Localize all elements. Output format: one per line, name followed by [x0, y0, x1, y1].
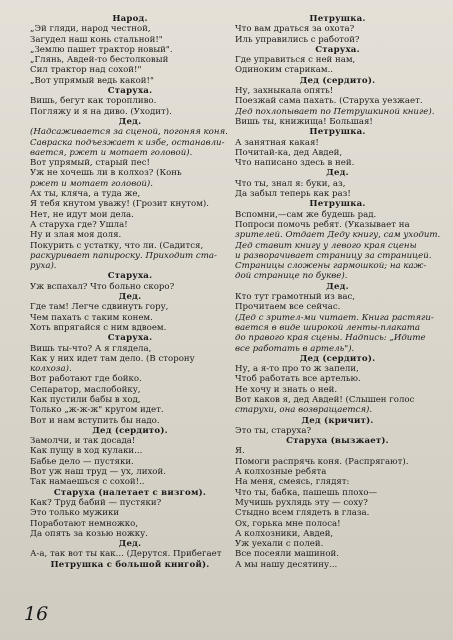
text-line: Да забыл теперь как раз! [235, 189, 351, 200]
text-line: Прочитаем все сейчас. [235, 302, 341, 313]
text-line: Я. [235, 446, 245, 457]
text-line: Что вам драться за охота? [235, 24, 355, 35]
text-line: Как пустили бабы в ход, [30, 394, 141, 405]
speaker-heading: Дед (сердито). [299, 353, 376, 364]
text-line: Где управиться с ней нам, [235, 55, 356, 66]
text-line: Поработают немножко, [30, 518, 139, 529]
speaker-heading: Дед. [118, 292, 142, 303]
text-line: Замолчи, и так досада! [30, 436, 136, 447]
text-line: Чем пахать с таким конем. [30, 312, 153, 323]
stage-direction-line: до правого края сцены. Надпись: „Идите [235, 333, 426, 344]
stage-direction-line: дой странице по букве). [235, 271, 348, 282]
text-line: „Вот упрямый ведь какой!" [30, 75, 154, 86]
speaker-heading: Старуха. [107, 271, 153, 282]
text-line: Сепаратор, маслобойку, [30, 384, 141, 395]
speaker-heading: Народ. [112, 14, 148, 24]
text-line: Мучишь рухлядь эту — соху? [235, 497, 368, 508]
left-text-column [30, 14, 230, 570]
text-line: Ну, захныкала опять! [235, 86, 334, 97]
speaker-heading: Дед. [326, 168, 349, 179]
text-line: Уж не хочешь ли в колхоз? (Конь [30, 168, 182, 179]
text-line: Вишь ты, книжища! Большая! [235, 116, 373, 127]
text-line: Почитай-ка, дед Авдей, [235, 147, 343, 158]
stage-direction-line: вается, ржет и мотает головой). [30, 147, 193, 158]
text-line: Чтоб работать все артелью. [235, 374, 361, 385]
text-line: А мы нашу десятину... [235, 559, 338, 570]
stage-direction-line: колхоза). [30, 364, 72, 375]
speaker-heading: Дед. [118, 116, 142, 127]
text-line: Иль управились с работой? [235, 34, 360, 45]
text-line: Кто тут грамотный из вас, [235, 292, 356, 303]
text-line: Вот работают где бойко. [30, 374, 142, 385]
text-line: Где там! Легче сдвинуть гору, [30, 302, 169, 313]
text-line: Да опять за козью ножку. [30, 528, 148, 539]
page-number: 16 [24, 603, 49, 625]
text-line: Это только мужики [30, 508, 120, 519]
text-line: Это ты, старуха? [235, 425, 312, 436]
stage-direction-line: все работать в артель"). [235, 343, 355, 354]
text-line: Как у них идет там дело. (В сторону [30, 353, 195, 364]
text-line: Бабье дело — пустяки. [30, 456, 134, 467]
text-line: Ах ты, кляча, а туда же, [30, 189, 141, 200]
text-line: Загудел наш конь стальной!" [30, 34, 163, 45]
stage-direction-line: старухи, она возвращается). [235, 405, 373, 416]
text-line: Что ты, бабка, пашешь плохо— [235, 487, 378, 498]
speaker-heading: Петрушка. [309, 14, 366, 24]
speaker-heading: Петрушка. [309, 127, 366, 138]
speaker-heading: Старуха. [315, 44, 360, 55]
text-line: Одиноким старикам.. [235, 65, 334, 76]
text-line: А старуха где? Ушла! [30, 219, 128, 230]
text-line: Стыдно всем глядеть в глаза. [235, 508, 370, 519]
speaker-heading: Старуха (вызжает). [286, 436, 389, 447]
text-line: Погляжу и я на диво. (Уходит). [30, 106, 172, 117]
text-line: Вот каков я, дед Авдей! (Слышен голос [235, 394, 415, 405]
text-line: Как пущу в ход кулаки... [30, 446, 143, 457]
text-line: Вот и нам вступить бы надо. [30, 415, 160, 426]
text-line: Как? Труд бабий — пустяки? [30, 497, 162, 508]
text-line: Вот упрямый, старый пес! [30, 158, 150, 169]
stage-direction-line: Страницы сложены гармошкой; на каж- [235, 261, 427, 272]
text-line: Поезжай сама пахать. (Старуха уезжает. [235, 96, 423, 107]
stage-direction-line: руха). [30, 261, 57, 272]
text-line: Что написано здесь в ней. [235, 158, 355, 169]
stage-direction-line: зрителей. Отдает Деду книгу, сам уходит. [235, 230, 440, 241]
right-text-column [235, 14, 440, 570]
text-line: Все посеяли машиной. [235, 549, 339, 560]
text-line: На меня, смеясь, глядят: [235, 477, 350, 488]
text-line: Уж вспахал? Что больно скоро? [30, 281, 175, 292]
text-line: „Эй гляди, народ честной, [30, 24, 151, 35]
text-line: Вспомни,—сам же будешь рад. [235, 209, 377, 220]
text-line: А-а, так вот ты как... (Дерутся. Прибегает [30, 549, 222, 560]
text-line: Ох, горька мне полоса! [235, 518, 341, 529]
speaker-heading: Дед (сердито). [92, 425, 168, 436]
text-line: Вишь, бегут как торопливо. [30, 96, 157, 107]
stage-direction-line: (Надсаживается за сценой, погоняя коня. [30, 127, 228, 138]
text-line: А колхозные ребята [235, 467, 327, 478]
stage-direction-line: (Дед с зрител-ми читает. Книга растяги- [235, 312, 434, 323]
text-line: Вот уж наш труд — ух, лихой. [30, 467, 166, 478]
stage-direction-line: Дед похлопывает по Петрушкиной книге). [235, 106, 435, 117]
text-line: Сил трактор над сохой!" [30, 65, 142, 76]
text-line: Хоть впрягайся с ним вдвоем. [30, 322, 167, 333]
speaker-heading: Дед. [326, 281, 349, 292]
text-line: Так намаешься с сохой!.. [30, 477, 145, 488]
text-line: Вишь ты-что? А я глядела, [30, 343, 152, 354]
stage-direction-line: раскуривает папироску. Приходит ста- [30, 250, 217, 261]
text-line: „Глянь, Авдей-то бестолковый [30, 55, 169, 66]
speaker-heading: Петрушка. [309, 199, 366, 210]
text-line: А колхозники, Авдей, [235, 528, 334, 539]
text-line: Ну, а я-то про то ж запели, [235, 364, 359, 375]
speaker-heading: Дед (сердито). [299, 75, 376, 86]
speaker-heading: Старуха (налетает с визгом). [53, 487, 207, 498]
text-line: Что ты, знал я: буки, аз, [235, 178, 346, 189]
speaker-heading: Старуха. [107, 86, 153, 97]
text-line: Попроси помочь ребят. (Указывает на [235, 219, 410, 230]
text-line: Не хочу и знать о ней. [235, 384, 338, 395]
speaker-heading: Старуха. [107, 333, 153, 344]
stage-direction-line: Дед ставит книгу у левого края сцены [235, 240, 417, 251]
text-line: Покурить с устатку, что ли. (Садится, [30, 240, 204, 251]
stage-direction-line: Савраска подъезжает к избе, останавли- [30, 137, 225, 148]
text-line: Уж уехали с полей. [235, 539, 324, 550]
speaker-heading: Дед. [118, 539, 142, 550]
text-line: А занятная какая! [235, 137, 319, 148]
speaker-heading: Петрушка с большой книгой). [50, 559, 210, 570]
text-line: Ну и злая моя доля. [30, 230, 122, 241]
stage-direction-line: ржет и мотает головой). [30, 178, 153, 189]
stage-direction-line: вается в виде широкой ленты-плаката [235, 322, 420, 333]
speaker-heading: Дед (кричит). [301, 415, 374, 426]
text-line: Только „ж-ж-ж" кругом идет. [30, 405, 164, 416]
text-line: „Землю пашет трактор новый". [30, 44, 173, 55]
stage-direction-line: и разворачивает страницу за страницей. [235, 250, 432, 261]
text-line: Я тебя кнутом уважу! (Грозит кнутом). [30, 199, 209, 210]
text-line: Помоги распрячь коня. (Распрягают). [235, 456, 409, 467]
text-line: Нет, не идут мои дела. [30, 209, 134, 220]
